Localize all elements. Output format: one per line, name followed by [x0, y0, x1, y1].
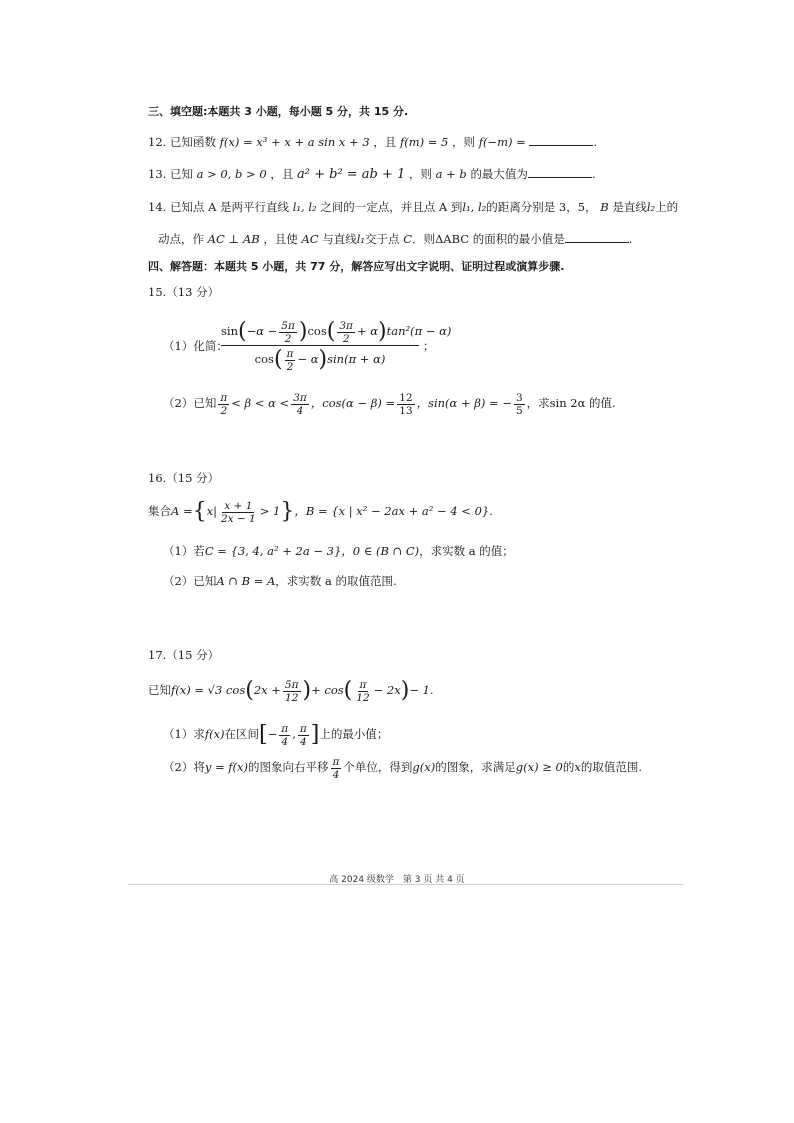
q17-p1-label: （1）求 — [163, 727, 205, 741]
q17-p1-frac2: $\frac{\pi}{4}$ — [299, 722, 307, 748]
q17-def-in2: − 2x — [373, 683, 401, 697]
q16-title: 16.（15 分） — [148, 471, 220, 485]
q14-text-f: 动点，作 — [158, 232, 204, 246]
q17-p2-g: g(x) — [412, 760, 436, 774]
q15-p2-frac4: $\frac{3}{5}$ — [515, 391, 523, 417]
question-14-line2 — [158, 231, 632, 247]
q14-text-h: 与直线 — [322, 232, 357, 246]
q15-p2-end: ，求sin 2α 的值. — [526, 396, 616, 410]
q14-l2: l₂ — [646, 200, 656, 214]
q17-p1-minus: − — [267, 727, 278, 741]
q17-p2-mid4: 的 — [562, 760, 575, 774]
q13-prefix: 13. 已知 — [148, 167, 193, 181]
q14-text-e: 上的 — [655, 200, 679, 214]
q12-mid2: ，则 — [452, 135, 476, 149]
q14-point-c: C — [403, 232, 412, 246]
q12-answer-blank[interactable] — [529, 134, 593, 146]
q14-text-b: 之间的一定点，并且点 A 到 — [320, 200, 463, 214]
q16-p2-end: ，求实数 a 的取值范围. — [275, 574, 397, 588]
page-footer: 高 2024 级数学 第 3 页 共 4 页 — [329, 875, 465, 885]
q17-part2 — [163, 752, 642, 782]
q15-frac-pi2: $\frac{\pi}{2}$ — [286, 347, 294, 373]
section4-heading: 四、解答题：本题共 5 小题，共 77 分，解答应写出文字说明、证明过程或演算步骤. — [148, 260, 565, 273]
q16-part2 — [163, 573, 397, 589]
q15-p2-cos: ，cos(α − β) = — [310, 396, 396, 410]
q17-def-in1: 2x + — [253, 683, 281, 697]
q15-den-arg: − α — [297, 352, 319, 366]
q16-p1-mid: ，0 ∈ (B ∩ C) — [341, 544, 420, 558]
q15-frac-3pi2: $\frac{3\pi}{2}$ — [339, 319, 353, 345]
q15-p2-frac1: $\frac{\pi}{2}$ — [220, 391, 228, 417]
q16-p1-set: C = {3, 4, a² + 2a − 3} — [204, 544, 342, 558]
q15-den-cos: cos — [254, 352, 274, 366]
q17-def-f: f(x) = √3 cos — [171, 683, 246, 697]
q15-den-sin: sin(π + α) — [327, 352, 386, 366]
q17-def-frac1: $\frac{5\pi}{12}$ — [284, 678, 299, 704]
q17-p2-end: 的取值范围. — [580, 760, 642, 774]
q17-p2-frac: $\frac{\pi}{4}$ — [332, 755, 340, 781]
q17-p2-mid: 的图象向右平移 — [248, 760, 329, 774]
q14-perp: AC ⊥ AB — [207, 232, 260, 246]
q15-p2-frac3: $\frac{12}{13}$ — [399, 391, 413, 417]
q16-p2-cond: A ∩ B = A — [216, 574, 276, 588]
question-12 — [148, 134, 597, 150]
q16-p1-end: ，求实数 a 的值； — [419, 544, 514, 558]
q14-l1: l₁ — [356, 232, 366, 246]
q16-set-a-x: x — [206, 504, 214, 518]
q17-p2-label: （2）将 — [163, 760, 205, 774]
q17-p2-y: y = f(x) — [204, 760, 248, 774]
q14-lines: l₁, l₂ — [292, 200, 317, 214]
q15-cos: cos — [307, 324, 327, 338]
q13-end: . — [591, 167, 596, 181]
q17-p1-end: 上的最小值； — [319, 727, 389, 741]
q14-ac: AC — [301, 232, 319, 246]
q17-p2-x: x — [574, 760, 581, 774]
q13-suffix: 的最大值为 — [470, 167, 528, 181]
q14-text-c: 的距离分别是 3，5， — [486, 200, 597, 214]
q13-cond2: a² + b² = ab + 1 — [296, 167, 406, 182]
q12-condition: f(m) = 5 — [399, 135, 449, 149]
q14-answer-blank[interactable] — [565, 231, 629, 243]
question-14-line1 — [148, 199, 678, 215]
q15-title: 15.（13 分） — [148, 285, 220, 299]
q15-p1-end: ； — [423, 339, 435, 353]
q14-text-j: ．则ΔABC 的面积的最小值是 — [412, 232, 565, 246]
q17-title: 17.（15 分） — [148, 648, 220, 662]
q15-denominator: cos( $\frac{\pi}{2}$ − α)sin(π + α) — [254, 347, 386, 373]
q14-point-b: B — [600, 200, 609, 214]
q17-def-end: − 1. — [409, 683, 434, 697]
q12-function: f(x) = x³ + x + a sin x + 3 — [219, 135, 370, 149]
q15-sin: sin — [221, 324, 238, 338]
q13-expr: a + b — [435, 167, 467, 181]
q17-def-frac2: $\frac{\pi}{12}$ — [356, 678, 370, 704]
q12-end: . — [593, 135, 598, 149]
q14-text-i: 交于点 — [365, 232, 400, 246]
q14-lines-b: l₁, l₂ — [462, 200, 487, 214]
q13-mid: ，且 — [270, 167, 294, 181]
q16-p1-label: （1）若 — [163, 544, 205, 558]
q17-p2-cond: g(x) ≥ 0 — [515, 760, 563, 774]
q14-text-g: ，且使 — [263, 232, 298, 246]
q15-p1-label: （1）化简： — [163, 339, 228, 353]
q13-cond1: a > 0, b > 0 — [196, 167, 267, 181]
q17-def-pre: 已知 — [148, 683, 171, 697]
q15-frac-5pi2: $\frac{5\pi}{2}$ — [281, 319, 295, 345]
q16-sets: 集合A ={x| $\frac{x + 1}{2x - 1}$ > 1}，B = {x | x² − 2ax + a² − 4 < 0}. — [148, 499, 493, 525]
footer-divider — [128, 884, 684, 885]
q17-part1: （1）求f(x)在区间[− $\frac{\pi}{4}$ , $\frac{\pi}{4}$ ]上的最小值； — [163, 722, 389, 748]
q13-mid2: ，则 — [408, 167, 432, 181]
q15-sin-arg: −α − — [246, 324, 278, 338]
section3-heading: 三、填空题:本题共 3 小题，每小题 5 分，共 15 分. — [148, 105, 409, 118]
q16-set-label: 集合 — [148, 504, 171, 518]
q14-text-a: 14. 已知点 A 是两平行直线 — [148, 200, 290, 214]
q15-p2-sin: ，sin(α + β) = − — [416, 396, 512, 410]
q15-cos-arg: + α — [356, 324, 379, 338]
q17-definition: 已知f(x) = √3 cos(2x + $\frac{5\pi}{12}$ )+ cos( $\frac{\pi}{12}$ − 2x)− 1. — [148, 678, 434, 704]
q16-set-a-pre: A = — [171, 504, 193, 518]
q17-p1-mid: 在区间 — [224, 727, 260, 741]
q15-p2-ineq: < β < α < — [231, 396, 290, 410]
q16-set-a-post: > 1 — [259, 504, 281, 518]
q14-text-d: 是直线 — [612, 200, 647, 214]
q16-p2-label: （2）已知 — [163, 574, 217, 588]
q17-p2-mid2: 个单位，得到 — [343, 760, 413, 774]
q14-end: . — [628, 232, 633, 246]
q13-answer-blank[interactable] — [528, 166, 592, 178]
q15-p2-label: （2）已知 — [163, 396, 217, 410]
q16-set-b: ，B = {x | x² − 2ax + a² − 4 < 0}. — [294, 504, 493, 518]
q15-p2-frac2: $\frac{3\pi}{4}$ — [293, 391, 307, 417]
q15-tan: tan²(π − α) — [386, 324, 452, 338]
q17-def-plus: + cos — [311, 683, 344, 697]
q15-part2 — [163, 388, 616, 418]
q15-big-fraction — [221, 318, 452, 373]
q12-mid: ，且 — [373, 135, 397, 149]
q17-p1-frac1: $\frac{\pi}{4}$ — [281, 722, 289, 748]
q17-p1-f: f(x) — [204, 727, 225, 741]
q12-ask: f(−m) = — [478, 135, 526, 149]
q15-numerator: sin(−α − $\frac{5\pi}{2}$ )cos( $\frac{3\pi}{2}$ + α)tan²(π − α) — [221, 319, 452, 345]
q17-p2-mid3: 的图象，求满足 — [435, 760, 516, 774]
q12-prefix: 12. 已知函数 — [148, 135, 216, 149]
q17-p1-comma: , — [292, 727, 296, 741]
q16-set-a-frac: $\frac{x + 1}{2x - 1}$ — [220, 499, 256, 525]
q16-part1 — [163, 543, 514, 559]
question-13 — [148, 166, 596, 183]
